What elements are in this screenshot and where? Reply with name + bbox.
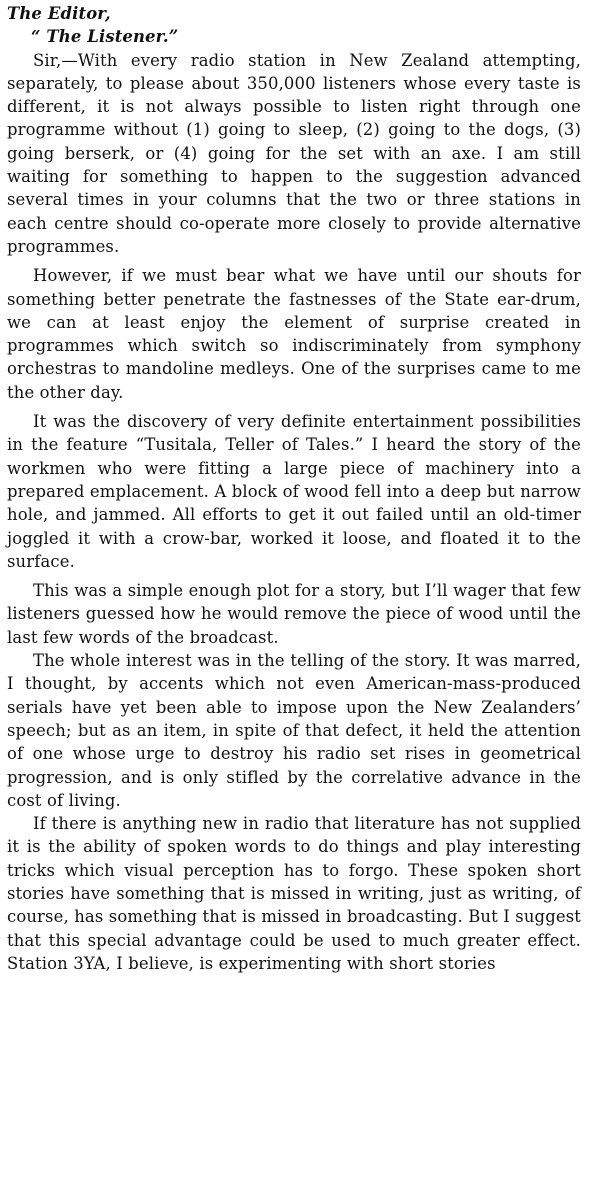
paragraph-3: It was the discovery of very definite entertainment possibilities in the feature “Tusitala, Teller of Tales.” I heard the story of the workmen who were fitting a large piece of machinery into a prepared emplacement. A block of wood fell into a deep but narrow hole, and jammed. All efforts to get it out failed until an old-timer joggled it with a crow-bar, worked it loose, and floated it to the surface. [7,412,581,571]
addressee-publication: “ The Listener.” [31,27,179,47]
paragraph-1: Sir,—With every radio station in New Zealand attempting, separately, to please about 350,000 listeners whose every taste is different, it is not always possible to listen right through one programme without (1) going to sleep, (2) going to the dogs, (3) going berserk, or (4) going for the set with an axe. I am still waiting for something to happen to the suggestion advanced several times in your columns that the two or three stations in each centre should co-operate more closely to provide alternative programmes. [7,50,581,256]
addressee-editor: The Editor, [7,4,111,23]
paragraph-4: This was a simple enough plot for a story, but I’ll wager that few listeners guessed how he would remove the piece of wood until the last few words of the broadcast. [7,581,581,647]
paragraph-5: The whole interest was in the telling of the story. It was marred, I thought, by accents which not even American-mass-produced serials have yet been able to impose upon the New Zealanders’ speech; but as an item, in spite of that defect, it held the attention of one whose urge to destroy his radio set rises in geometrical progression, and is only stifled by the correlative advance in the cost of living. [7,651,581,810]
paragraph-2: However, if we must bear what we have until our shouts for something better penetrate the fastnesses of the State ear-drum, we can at least enjoy the element of surprise created in programmes which switch so indiscriminately from symphony orchestras to mandoline medleys. One of the surprises came to me the other day. [7,266,581,402]
paragraph-6: If there is anything new in radio that literature has not supplied it is the ability of spoken words to do things and play interesting tricks which visual perception has to forgo. These spoken short stories have something that is missed in writing, just as writing, of course, has something that is missed in broadcasting. But I suggest that this special advantage could be used to much greater effect. Station 3YA, I believe, is experimenting with short stories [7,814,581,973]
